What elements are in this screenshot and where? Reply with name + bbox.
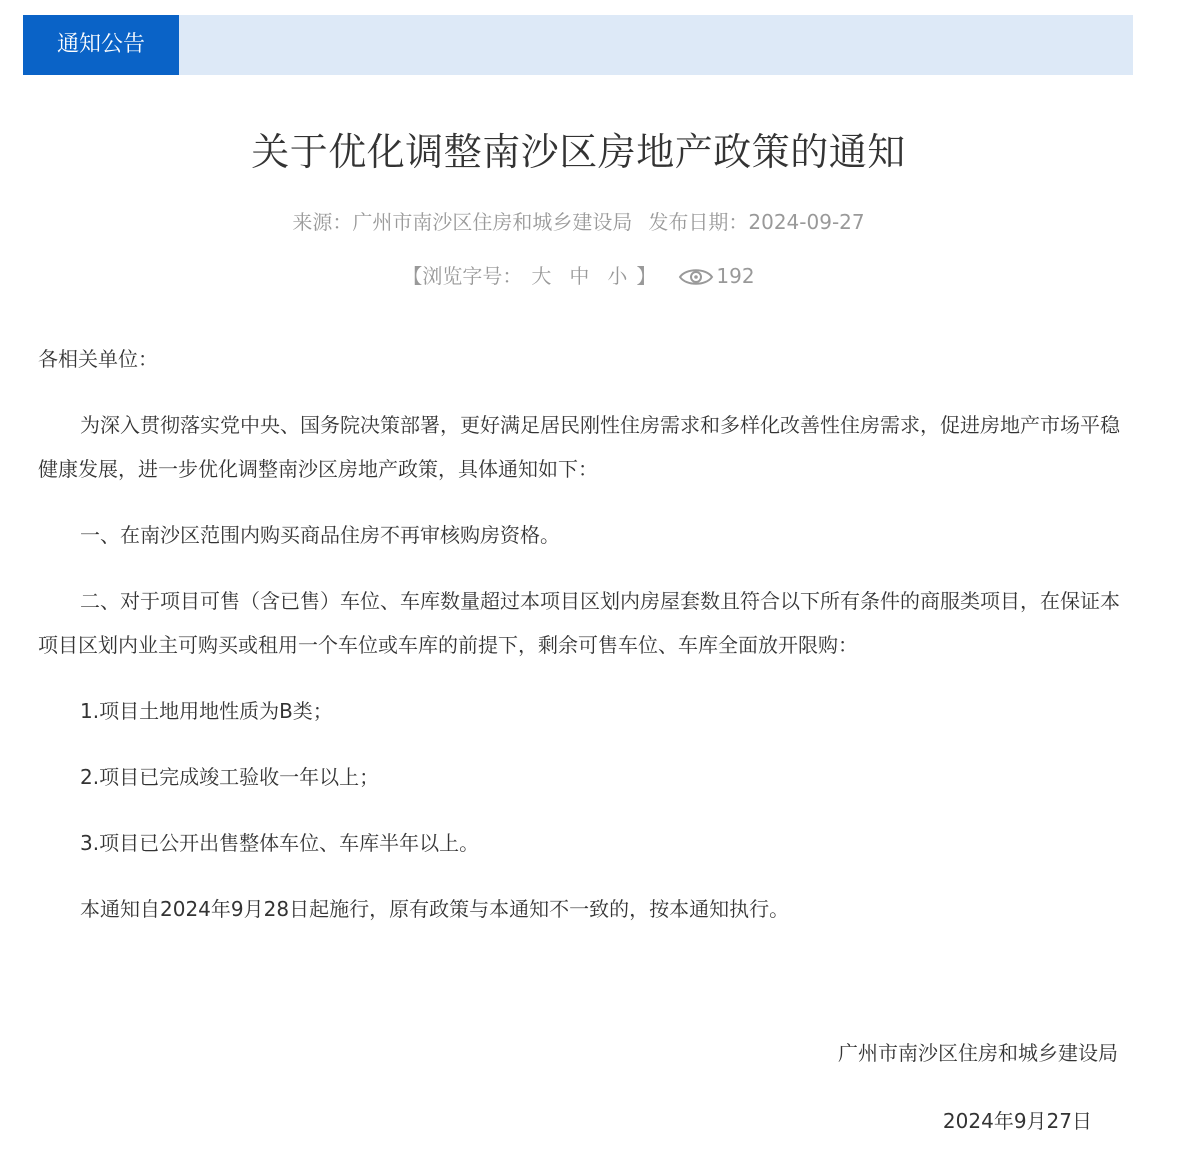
condition-two: 2.项目已完成竣工验收一年以上； — [80, 765, 380, 789]
section-header-bar — [23, 15, 1133, 75]
paragraph-intro: 为深入贯彻落实党中央、国务院决策部署，更好满足居民刚性住房需求和多样化改善性住房需求，促进房地产市场平稳健康发展，进一步优化调整南沙区房地产政策，具体通知如下： — [38, 413, 1120, 481]
date-label: 发布日期： — [648, 210, 749, 234]
font-size-small-link[interactable]: 小 — [607, 264, 628, 288]
effective-date-paragraph: 本通知自2024年9月28日起施行，原有政策与本通知不一致的，按本通知执行。 — [80, 897, 790, 921]
article-meta — [0, 206, 1157, 238]
condition-three: 3.项目已公开出售整体车位、车库半年以上。 — [80, 831, 480, 855]
source-label: 来源： — [292, 210, 353, 234]
font-size-prefix: 【浏览字号： — [402, 264, 523, 288]
paragraph-item-two: 二、对于项目可售（含已售）车位、车库数量超过本项目区划内房屋套数且符合以下所有条件的商服类项目，在保证本项目区划内业主可购买或租用一个车位或车库的前提下，剩余可售车位、车库全面放开限购： — [38, 589, 1120, 657]
sign-date: 2024年9月27日 — [942, 1109, 1092, 1133]
publish-date: 2024-09-27 — [748, 210, 865, 234]
paragraph-item-one: 一、在南沙区范围内购买商品住房不再审核购房资格。 — [80, 523, 560, 547]
condition-one: 1.项目土地用地性质为B类； — [80, 699, 333, 723]
font-size-suffix: 】 — [636, 264, 657, 288]
article-body — [38, 337, 1120, 953]
font-size-large-link[interactable]: 大 — [531, 264, 552, 288]
font-size-medium-link[interactable]: 中 — [569, 264, 590, 288]
greeting: 各相关单位： — [38, 347, 158, 371]
view-count: 192 — [716, 264, 755, 288]
eye-icon — [678, 265, 714, 298]
article-tools — [0, 260, 1157, 298]
signature: 广州市南沙区住房和城乡建设局 — [838, 1041, 1118, 1065]
article-title: 关于优化调整南沙区房地产政策的通知 — [251, 130, 906, 174]
notice-tab[interactable]: 通知公告 — [23, 15, 179, 75]
source-value: 广州市南沙区住房和城乡建设局 — [352, 210, 633, 234]
